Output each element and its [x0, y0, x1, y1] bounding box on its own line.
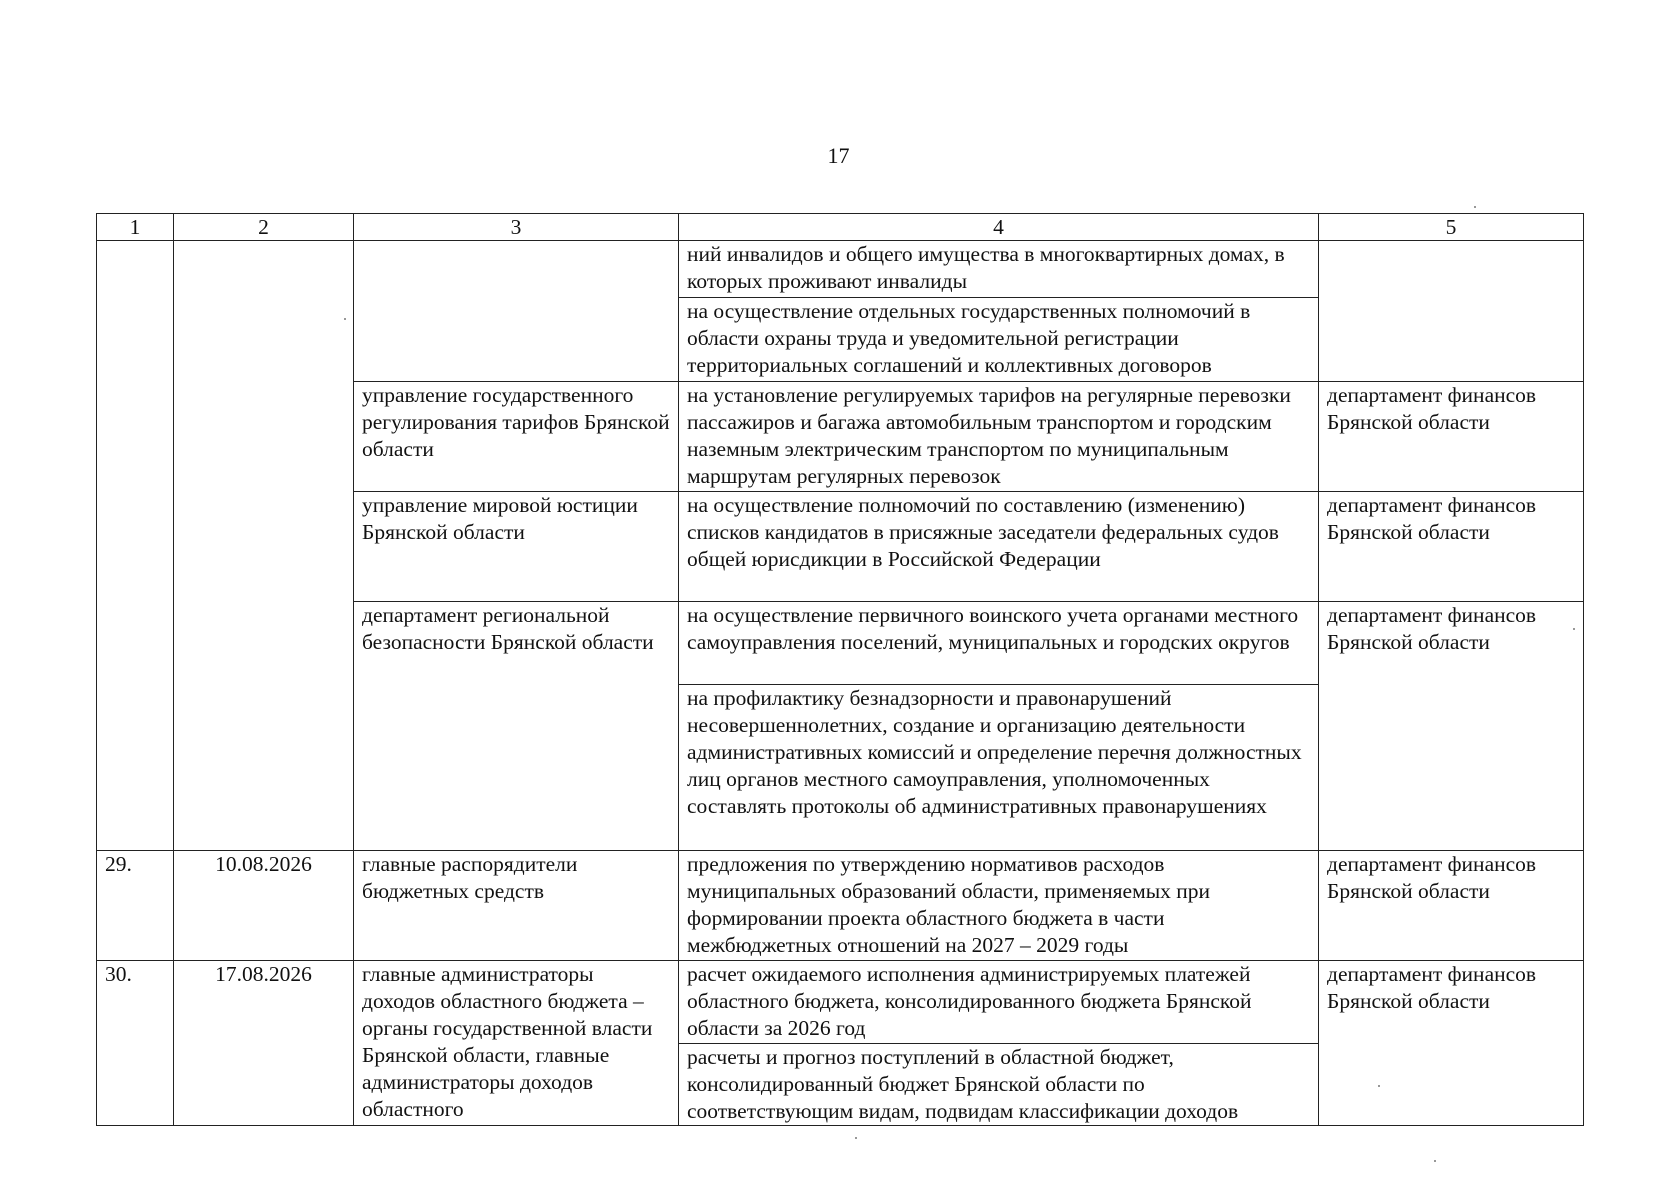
table-row [97, 851, 1584, 961]
cell-number-empty [97, 241, 174, 851]
header-col-4: 4 [679, 214, 1319, 241]
cell-number: 29. [97, 851, 174, 961]
scan-speck [1434, 1160, 1436, 1162]
cell-recipient: департамент финансов Брянской области [1319, 382, 1584, 492]
cell-purpose: расчеты и прогноз поступлений в областной бюджет, консолидированный бюджет Брянской области по соответствующим видам, подвидам классификации доходов [679, 1044, 1319, 1126]
scan-speck [1378, 1085, 1380, 1087]
header-col-2: 2 [174, 214, 354, 241]
header-col-5: 5 [1319, 214, 1584, 241]
cell-org: главные распорядители бюджетных средств [354, 851, 679, 961]
cell-purpose: на профилактику безнадзорности и правонарушений несовершеннолетних, создание и организацию деятельности административных комиссий и определение перечня должностных лиц органов местного самоуправления, уполномоченных составлять протоколы об административных правонарушениях [679, 685, 1319, 851]
cell-purpose: расчет ожидаемого исполнения администрируемых платежей областного бюджета, консолидированного бюджета Брянской области за 2026 год [679, 961, 1319, 1044]
cell-recipient: департамент финансов Брянской области [1319, 602, 1584, 851]
scan-speck [344, 318, 346, 320]
cell-purpose: на осуществление первичного воинского учета органами местного самоуправления поселений, муниципальных и городских округов [679, 602, 1319, 685]
table-row [97, 241, 1584, 298]
header-col-3: 3 [354, 214, 679, 241]
schedule-table [96, 213, 1584, 1126]
scan-speck [1474, 206, 1476, 208]
cell-org: департамент региональной безопасности Брянской области [354, 602, 679, 851]
cell-recipient: департамент финансов Брянской области [1319, 961, 1584, 1126]
cell-purpose: предложения по утверждению нормативов расходов муниципальных образований области, применяемых при формировании проекта областного бюджета в части межбюджетных отношений на 2027 – 2029 годы [679, 851, 1319, 961]
cell-recipient: департамент финансов Брянской области [1319, 851, 1584, 961]
cell-recipient-empty [1319, 241, 1584, 382]
cell-org: главные администраторы доходов областного бюджета – органы государственной власти Брянской области, главные администраторы доходов областного [354, 961, 679, 1126]
scan-speck [855, 1137, 857, 1139]
scan-speck [1573, 628, 1575, 630]
cell-purpose: на осуществление полномочий по составлению (изменению) списков кандидатов в присяжные заседатели федеральных судов общей юрисдикции в Российской Федерации [679, 492, 1319, 602]
cell-org: управление государственного регулирования тарифов Брянской области [354, 382, 679, 492]
cell-org: управление мировой юстиции Брянской области [354, 492, 679, 602]
cell-purpose: на установление регулируемых тарифов на регулярные перевозки пассажиров и багажа автомобильным транспортом и городским наземным электрическим транспортом по муниципальным маршрутам регулярных перевозок [679, 382, 1319, 492]
page-number: 17 [827, 143, 850, 168]
cell-purpose: на осуществление отдельных государственных полномочий в области охраны труда и уведомительной регистрации территориальных соглашений и коллективных договоров [679, 298, 1319, 382]
cell-recipient: департамент финансов Брянской области [1319, 492, 1584, 602]
table-header-row [97, 214, 1584, 241]
cell-purpose: ний инвалидов и общего имущества в многоквартирных домах, в которых проживают инвалиды [679, 241, 1319, 298]
cell-number: 30. [97, 961, 174, 1126]
cell-date-empty [174, 241, 354, 851]
header-col-1: 1 [97, 214, 174, 241]
cell-date: 10.08.2026 [174, 851, 354, 961]
table-row [97, 961, 1584, 1044]
cell-date: 17.08.2026 [174, 961, 354, 1126]
cell-org-empty [354, 241, 679, 382]
